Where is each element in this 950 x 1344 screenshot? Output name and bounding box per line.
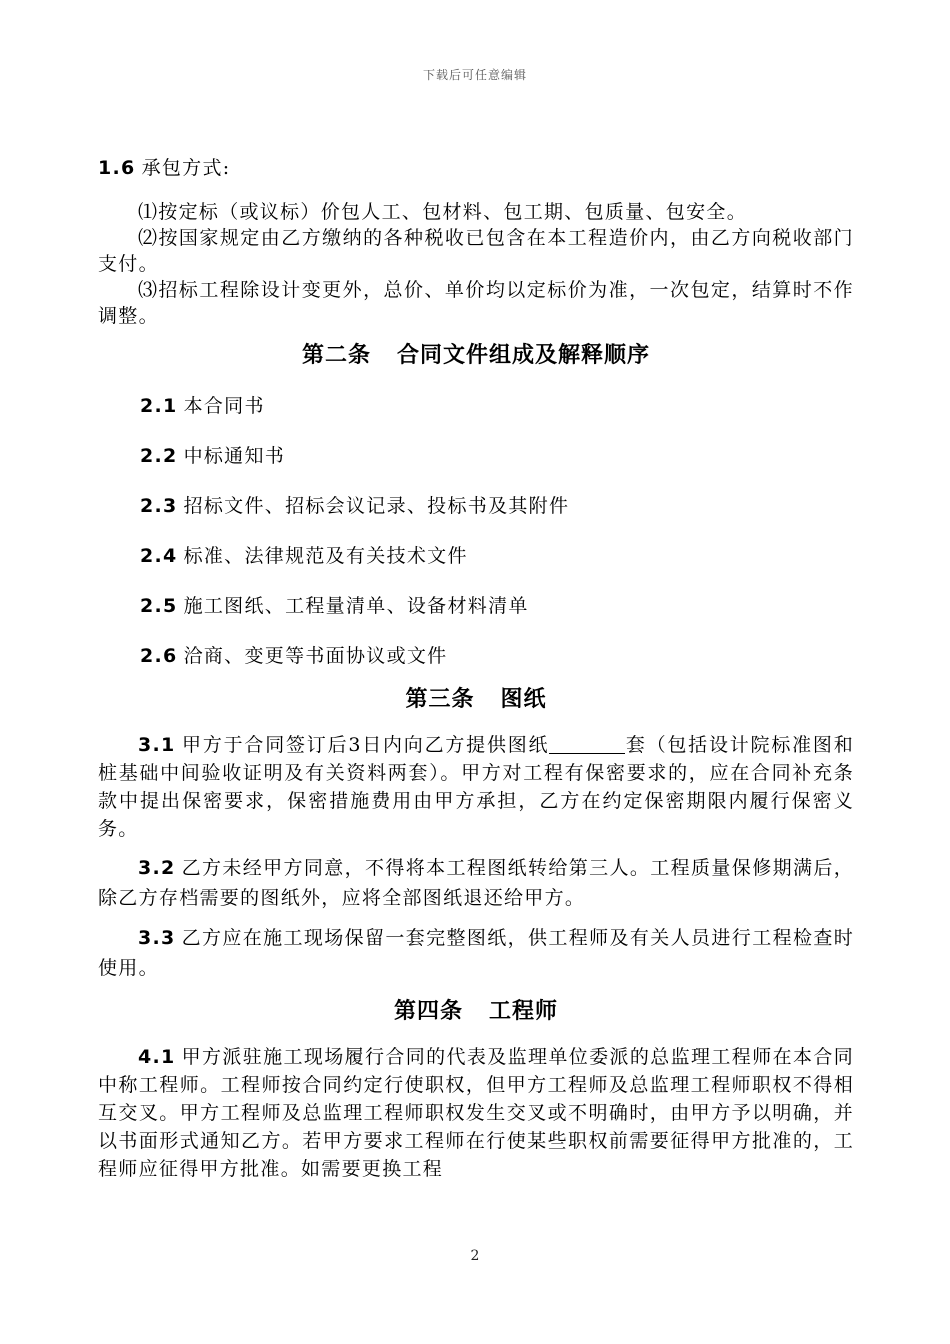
clause-number: 2.1 — [140, 395, 178, 417]
clause-2-1 — [98, 393, 854, 419]
clause-text: 套（包括设计院标准图和桩基础中间验收证明及有关资料两套）。甲方对工程有保密要求的，应在合同补充条款中提出保密要求，保密措施费用由甲方承担，乙方在约定保密期限内履行保密义务。 — [98, 734, 854, 840]
clause-2-5 — [98, 593, 854, 619]
article-3-heading — [98, 687, 854, 713]
clause-2-4 — [98, 543, 854, 569]
fill-in-blank — [549, 735, 625, 754]
clause-3-3 — [98, 923, 854, 983]
clause-2-3 — [98, 493, 854, 519]
article-3-title: 图纸 — [500, 687, 547, 712]
clause-3-1 — [98, 731, 854, 843]
clause-text: 乙方应在施工现场保留一套完整图纸，供工程师及有关人员进行工程检查时使用。 — [98, 927, 854, 979]
clause-1-6-heading — [98, 155, 854, 181]
clause-text: 中标通知书 — [183, 445, 286, 467]
clause-number: 2.4 — [140, 545, 178, 567]
clause-3-2 — [98, 853, 854, 913]
clause-number: 2.2 — [140, 445, 178, 467]
clause-4-1 — [98, 1043, 854, 1183]
clause-text: 乙方未经甲方同意，不得将本工程图纸转给第三人。工程质量保修期满后，除乙方存档需要的图纸外，应将全部图纸退还给甲方。 — [98, 857, 854, 909]
clause-1-6-item-2: ⑵按国家规定由乙方缴纳的各种税收已包含在本工程造价内，由乙方向税收部门支付。 — [98, 227, 854, 275]
clause-number: 3.1 — [138, 734, 176, 756]
clause-number: 1.6 — [98, 157, 136, 179]
article-4-number: 第四条 — [393, 999, 463, 1024]
clause-1-6-item-1: ⑴按定标（或议标）价包人工、包材料、包工期、包质量、包安全。 — [138, 201, 748, 223]
clause-text: 甲方于合同签订后3日内向乙方提供图纸 — [181, 734, 550, 756]
clause-1-6-item-3: ⑶招标工程除设计变更外，总价、单价均以定标价为准，一次包定，结算时不作调整。 — [98, 279, 854, 327]
clause-number: 2.6 — [140, 645, 178, 667]
clause-number: 3.3 — [138, 927, 176, 949]
page-number: 2 — [470, 1248, 480, 1264]
clause-text: 本合同书 — [183, 395, 265, 417]
article-4-title: 工程师 — [489, 999, 559, 1024]
article-2-title: 合同文件组成及解释顺序 — [397, 343, 651, 368]
article-2-number: 第二条 — [301, 343, 371, 368]
clause-number: 2.5 — [140, 595, 178, 617]
article-2-heading — [98, 343, 854, 369]
clause-text: 甲方派驻施工现场履行合同的代表及监理单位委派的总监理工程师在本合同中称工程师。工程师按合同约定行使职权，但甲方工程师及总监理工程师职权不得相互交叉。甲方工程师及总监理工程师职权发生交叉或不明确时，由甲方予以明确，并以书面形式通知乙方。若甲方要求工程师在行使某些职权前需要征得甲方批准的，工程师应征得甲方批准。如需要更换工程 — [98, 1046, 854, 1180]
clause-number: 4.1 — [138, 1046, 176, 1068]
clause-2-6 — [98, 643, 854, 669]
clause-title: 承包方式: — [141, 157, 231, 179]
clause-2-2 — [98, 443, 854, 469]
article-3-number: 第三条 — [405, 687, 475, 712]
clause-text: 洽商、变更等书面协议或文件 — [183, 645, 448, 667]
clause-text: 施工图纸、工程量清单、设备材料清单 — [183, 595, 529, 617]
clause-number: 3.2 — [138, 857, 176, 879]
document-body — [98, 155, 854, 1183]
clause-text: 标准、法律规范及有关技术文件 — [183, 545, 468, 567]
clause-text: 招标文件、招标会议记录、投标书及其附件 — [183, 495, 570, 517]
clause-number: 2.3 — [140, 495, 178, 517]
article-4-heading — [98, 999, 854, 1025]
page-header: 下载后可任意编辑 — [422, 68, 527, 82]
